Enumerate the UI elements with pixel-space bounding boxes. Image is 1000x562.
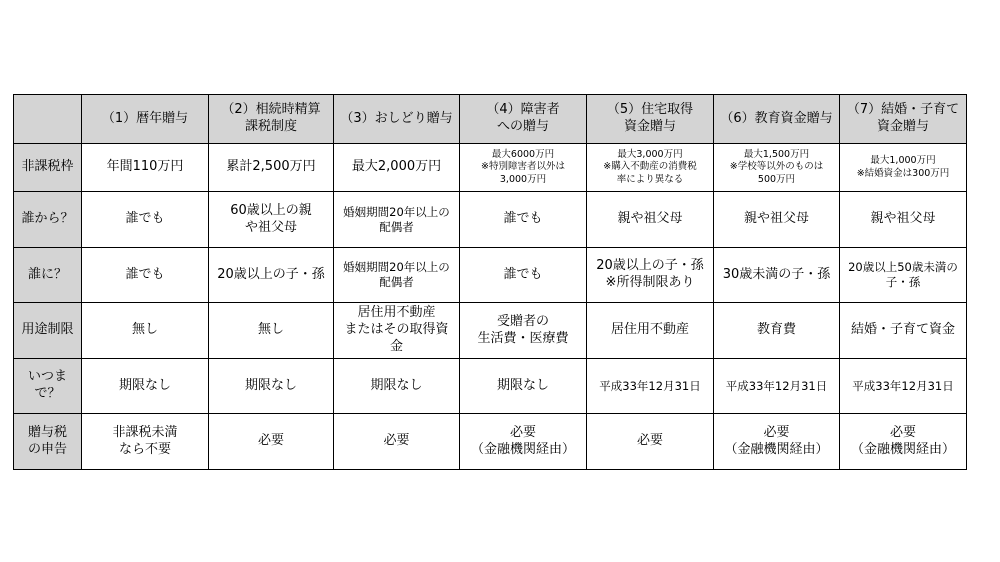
table-row-from-whom [14,192,967,248]
table-cell: 非課税未満 なら不要 [82,414,209,470]
table-cell: 年間110万円 [82,144,209,192]
row-header: 誰から？ [14,192,82,248]
table-row-usage-restriction [14,303,967,359]
row-header: いつまで？ [14,359,82,414]
table-cell: 無し [209,303,334,359]
table-cell: 平成33年12月31日 [840,359,967,414]
table-cell: 累計2,500万円 [209,144,334,192]
table-cell: 必要 [334,414,460,470]
table-cell: 平成33年12月31日 [587,359,714,414]
table-cell: 親や祖父母 [714,192,840,248]
table-cell: 居住用不動産 またはその取得資 金 [334,303,460,359]
row-header: 非課税枠 [14,144,82,192]
table-cell: 最大3,000万円 ※購入不動産の消費税 率により異なる [587,144,714,192]
column-header-education-gift: （6）教育資金贈与 [714,95,840,144]
column-header-housing-gift: （5）住宅取得 資金贈与 [587,95,714,144]
table-row-to-whom [14,248,967,303]
table-cell: 平成33年12月31日 [714,359,840,414]
table-cell: 60歳以上の親 や祖父母 [209,192,334,248]
table-cell: 誰でも [82,248,209,303]
column-header-settlement-taxation: （2）相続時精算 課税制度 [209,95,334,144]
table-cell: 期限なし [82,359,209,414]
table-row-deadline [14,359,967,414]
column-header-calendar-year-gift: （1）暦年贈与 [82,95,209,144]
table-cell: 20歳以上50歳未満の 子・孫 [840,248,967,303]
table-cell: 教育費 [714,303,840,359]
table-cell: 必要 [209,414,334,470]
table-cell: 婚姻期間20年以上の 配偶者 [334,248,460,303]
table-cell: 親や祖父母 [587,192,714,248]
table-cell: 誰でも [460,192,587,248]
table-cell: 必要 （金融機関経由） [460,414,587,470]
table-cell: 期限なし [334,359,460,414]
header-row [14,95,967,144]
table-cell: 無し [82,303,209,359]
column-header-marriage-childcare-gift: （7）結婚・子育て 資金贈与 [840,95,967,144]
table-cell: 親や祖父母 [840,192,967,248]
row-header: 誰に？ [14,248,82,303]
table-row-tax-filing [14,414,967,470]
table-cell: 最大6000万円 ※特別障害者以外は 3,000万円 [460,144,587,192]
table-cell: 結婚・子育て資金 [840,303,967,359]
corner-cell [14,95,82,144]
table-cell: 最大2,000万円 [334,144,460,192]
column-header-spousal-gift: （3）おしどり贈与 [334,95,460,144]
table-cell: 必要 （金融機関経由） [714,414,840,470]
table-cell: 居住用不動産 [587,303,714,359]
table-cell: 20歳以上の子・孫 ※所得制限あり [587,248,714,303]
table-cell: 必要 （金融機関経由） [840,414,967,470]
row-header: 贈与税 の申告 [14,414,82,470]
table-cell: 誰でも [82,192,209,248]
column-header-disabled-gift: （4）障害者 への贈与 [460,95,587,144]
table-cell: 30歳未満の子・孫 [714,248,840,303]
table-cell: 最大1,500万円 ※学校等以外のものは 500万円 [714,144,840,192]
table-cell: 誰でも [460,248,587,303]
table-cell: 期限なし [460,359,587,414]
table-cell: 期限なし [209,359,334,414]
gift-tax-comparison-table [13,94,967,470]
table-cell: 婚姻期間20年以上の 配偶者 [334,192,460,248]
row-header: 用途制限 [14,303,82,359]
table-cell: 20歳以上の子・孫 [209,248,334,303]
table-cell: 受贈者の 生活費・医療費 [460,303,587,359]
table-cell: 最大1,000万円 ※結婚資金は300万円 [840,144,967,192]
table-row-exemption-limit [14,144,967,192]
table-cell: 必要 [587,414,714,470]
